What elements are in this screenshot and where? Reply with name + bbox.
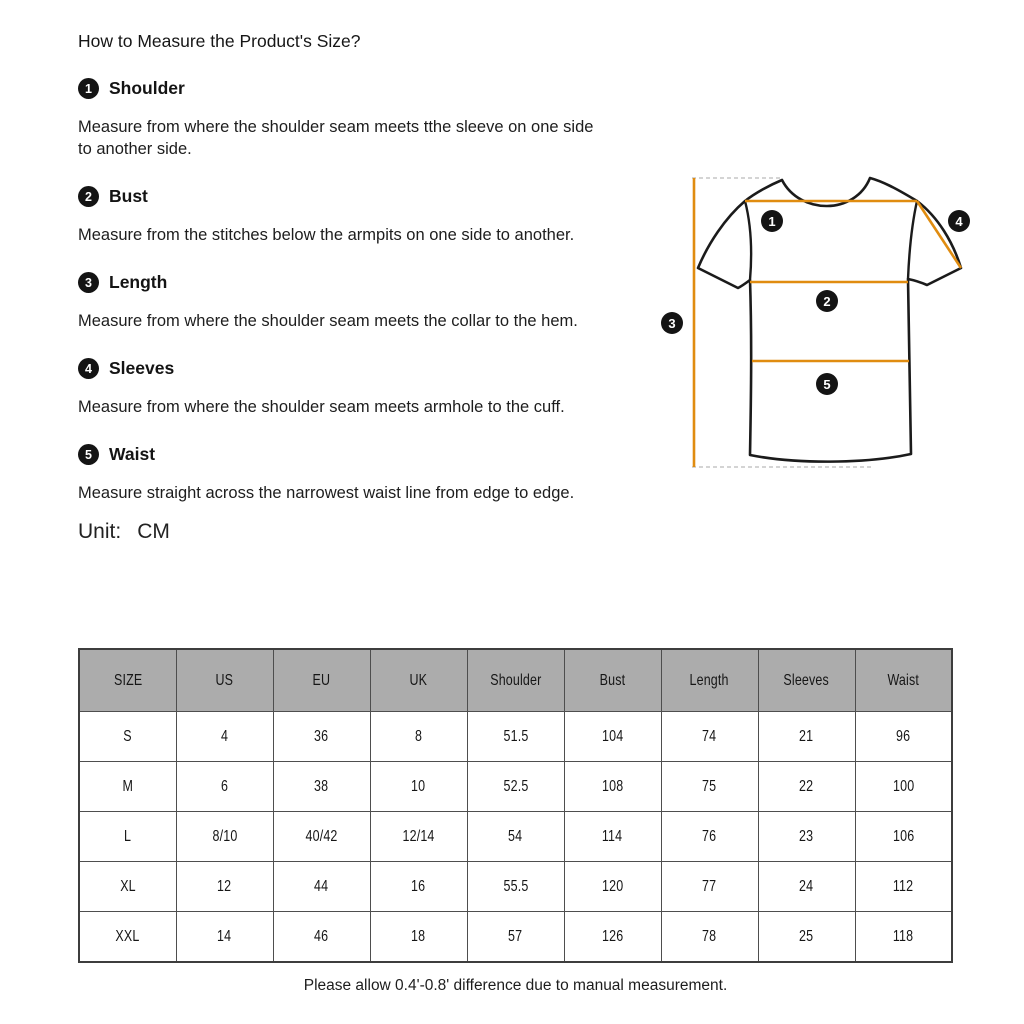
instructions-column — [78, 0, 600, 544]
table-cell — [176, 862, 273, 912]
section-waist-heading — [78, 444, 600, 465]
table-cell-text: 44 — [314, 877, 329, 895]
table-cell-text: 76 — [702, 827, 717, 845]
diagram-marker-4 — [948, 210, 970, 232]
table-cell-text: L — [124, 827, 132, 845]
table-cell — [661, 762, 758, 812]
table-cell — [370, 762, 467, 812]
table-cell — [176, 762, 273, 812]
size-table-head — [79, 649, 952, 712]
table-cell-text: 57 — [508, 927, 523, 945]
table-cell-text: 46 — [314, 927, 329, 945]
table-header-text: Waist — [887, 671, 920, 689]
table-cell-text: 104 — [601, 727, 624, 745]
table-cell-text: 77 — [702, 877, 717, 895]
section-shoulder-label: Shoulder — [109, 78, 185, 98]
table-cell-text: 22 — [799, 777, 814, 795]
section-length-desc: Measure from where the shoulder seam meets the collar to the hem. — [78, 312, 578, 330]
table-header-text: US — [215, 671, 234, 689]
table-cell-text: 78 — [702, 927, 717, 945]
number-badge-5: 5 — [78, 444, 99, 465]
table-cell — [661, 712, 758, 762]
table-cell-text: 4 — [220, 727, 229, 745]
table-header-cell — [855, 649, 952, 712]
table-cell — [758, 712, 855, 762]
table-cell-text: 51.5 — [503, 727, 528, 745]
number-badge-3: 3 — [78, 272, 99, 293]
section-shoulder-heading — [78, 78, 600, 99]
section-length-heading — [78, 272, 600, 293]
section-length — [78, 272, 600, 332]
diagram-marker-5 — [816, 373, 838, 395]
table-cell-text: 16 — [411, 877, 426, 895]
table-cell-text: 8/10 — [212, 827, 237, 845]
table-cell — [370, 812, 467, 862]
table-header-cell — [661, 649, 758, 712]
table-cell-text: 114 — [602, 827, 623, 845]
unit-row — [78, 520, 600, 544]
number-badge-2: 2 — [78, 186, 99, 207]
table-cell — [79, 812, 176, 862]
table-cell-text: 12/14 — [402, 827, 435, 845]
section-bust-label: Bust — [109, 186, 148, 206]
section-shoulder — [78, 78, 600, 160]
table-header-text: EU — [312, 671, 331, 689]
table-cell — [758, 762, 855, 812]
table-cell — [564, 812, 661, 862]
table-cell-text: 6 — [220, 777, 229, 795]
table-cell-text: 55.5 — [503, 877, 528, 895]
table-cell-text: 118 — [893, 927, 914, 945]
measurement-disclaimer: Please allow 0.4'-0.8' difference due to manual measurement. — [303, 977, 728, 994]
table-header-cell — [467, 649, 564, 712]
marker-5-number: 5 — [823, 377, 831, 392]
table-cell-text: M — [122, 777, 134, 795]
table-cell-text: 108 — [601, 777, 624, 795]
section-waist-label: Waist — [109, 444, 156, 464]
table-header-text: SIZE — [113, 671, 142, 689]
number-badge-1: 1 — [78, 78, 99, 99]
table-row — [79, 712, 952, 762]
diagram-marker-1 — [761, 210, 783, 232]
table-cell-text: 38 — [314, 777, 329, 795]
section-length-label: Length — [109, 272, 168, 292]
table-cell-text: 24 — [799, 877, 814, 895]
table-cell — [176, 712, 273, 762]
table-cell — [855, 912, 952, 963]
section-sleeves-label: Sleeves — [109, 358, 175, 378]
table-cell-text: 21 — [799, 727, 814, 745]
table-cell-text: 25 — [799, 927, 814, 945]
table-cell — [564, 912, 661, 963]
table-cell — [273, 762, 370, 812]
size-chart-table — [78, 648, 953, 963]
table-cell — [467, 712, 564, 762]
table-cell-text: 52.5 — [503, 777, 528, 795]
table-cell — [661, 912, 758, 963]
section-bust-desc: Measure from the stitches below the armpits on one side to another. — [78, 226, 575, 244]
number-badge-4: 4 — [78, 358, 99, 379]
table-cell — [855, 762, 952, 812]
table-cell — [370, 912, 467, 963]
tshirt-measurement-diagram — [650, 160, 1020, 480]
table-cell — [855, 862, 952, 912]
table-cell-text: 14 — [217, 927, 232, 945]
table-header-cell — [273, 649, 370, 712]
section-sleeves-heading — [78, 358, 600, 379]
section-bust-heading — [78, 186, 600, 207]
table-cell-text: 8 — [414, 727, 423, 745]
table-cell — [467, 762, 564, 812]
table-cell-text: 23 — [799, 827, 814, 845]
marker-3-number: 3 — [668, 316, 676, 331]
marker-4-number: 4 — [955, 214, 963, 229]
table-row — [79, 762, 952, 812]
table-cell — [273, 862, 370, 912]
table-cell-text: 54 — [508, 827, 523, 845]
size-table-body — [79, 712, 952, 963]
section-waist-desc: Measure straight across the narrowest waist line from edge to edge. — [78, 484, 575, 502]
table-row — [79, 862, 952, 912]
table-cell — [758, 912, 855, 963]
unit-value: CM — [137, 520, 170, 543]
table-cell — [855, 812, 952, 862]
table-cell-text: 100 — [892, 777, 914, 795]
table-header-cell — [758, 649, 855, 712]
tshirt-diagram-svg — [650, 160, 1020, 480]
table-cell — [79, 762, 176, 812]
table-cell-text: 120 — [601, 877, 624, 895]
table-row — [79, 912, 952, 963]
table-cell-text: 10 — [411, 777, 426, 795]
table-header-text: Sleeves — [783, 671, 830, 689]
section-sleeves — [78, 358, 600, 418]
table-cell-text: 36 — [314, 727, 329, 745]
unit-label: Unit: — [78, 520, 122, 543]
table-cell — [273, 712, 370, 762]
section-sleeves-desc: Measure from where the shoulder seam meets armhole to the cuff. — [78, 398, 565, 416]
table-cell-text: 12 — [217, 877, 232, 895]
table-cell — [79, 862, 176, 912]
table-cell-text: 126 — [601, 927, 624, 945]
diagram-marker-3 — [661, 312, 683, 334]
table-cell — [79, 712, 176, 762]
table-cell-text: 106 — [892, 827, 914, 845]
diagram-marker-2 — [816, 290, 838, 312]
size-table-header-row — [79, 649, 952, 712]
table-header-cell — [370, 649, 467, 712]
table-cell — [564, 762, 661, 812]
table-cell — [564, 862, 661, 912]
table-header-text: UK — [409, 671, 428, 689]
table-cell — [467, 812, 564, 862]
table-cell-text: 18 — [411, 927, 426, 945]
table-cell — [467, 862, 564, 912]
table-cell — [176, 812, 273, 862]
table-cell-text: 74 — [702, 727, 717, 745]
table-cell-text: 112 — [893, 877, 914, 895]
table-cell — [273, 812, 370, 862]
tshirt-outline — [698, 178, 961, 462]
table-cell — [176, 912, 273, 963]
table-header-text: Length — [689, 671, 730, 689]
table-cell — [273, 912, 370, 963]
table-cell — [855, 712, 952, 762]
table-header-text: Bust — [599, 671, 626, 689]
table-header-cell — [79, 649, 176, 712]
table-header-cell — [564, 649, 661, 712]
table-cell — [758, 812, 855, 862]
table-cell-text: S — [123, 727, 132, 745]
table-header-text: Shoulder — [489, 671, 542, 689]
section-waist — [78, 444, 600, 504]
table-cell — [661, 812, 758, 862]
table-row — [79, 812, 952, 862]
table-cell — [370, 712, 467, 762]
table-cell-text: XL — [119, 877, 136, 895]
table-cell — [564, 712, 661, 762]
page-title: How to Measure the Product's Size? — [78, 31, 361, 51]
table-cell-text: 40/42 — [305, 827, 338, 845]
table-cell-text: 75 — [702, 777, 717, 795]
table-cell — [370, 862, 467, 912]
table-cell — [79, 912, 176, 963]
table-cell — [758, 862, 855, 912]
section-bust — [78, 186, 600, 246]
table-cell — [467, 912, 564, 963]
table-cell-text: XXL — [115, 927, 140, 945]
section-shoulder-desc: Measure from where the shoulder seam meets tthe sleeve on one side to another side. — [78, 118, 594, 158]
marker-2-number: 2 — [823, 294, 831, 309]
table-cell-text: 96 — [896, 727, 911, 745]
table-cell — [661, 862, 758, 912]
marker-1-number: 1 — [768, 214, 776, 229]
table-header-cell — [176, 649, 273, 712]
